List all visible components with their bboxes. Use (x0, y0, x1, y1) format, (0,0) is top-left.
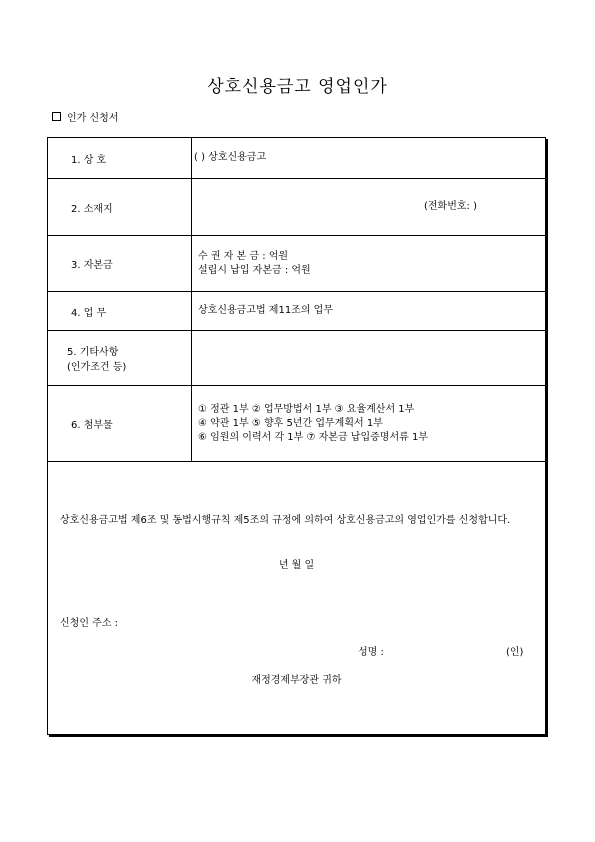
phone-number-text: (전화번호: ) (424, 201, 477, 212)
checkbox-square-icon (52, 112, 61, 121)
value-location (424, 179, 545, 235)
attachment-line-3: ⑥ 임원의 이력서 각 1부 ⑦ 자본금 납입증명서류 1부 (198, 431, 428, 443)
subtitle (52, 109, 118, 124)
row-name (48, 138, 545, 179)
row-business (48, 292, 545, 331)
label-attachments: 6. 첨부물 (48, 386, 192, 461)
attachment-line-1: ① 정관 1부 ② 업무방법서 1부 ③ 요율계산서 1부 (198, 403, 415, 415)
row-other (48, 331, 545, 386)
label-other-line2: (인가조건 등) (67, 362, 127, 373)
row-location (48, 179, 545, 236)
business-text: 상호신용금고법 제11조의 업무 (198, 305, 334, 316)
label-name: 1. 상 호 (48, 138, 192, 178)
date-line: 년 월 일 (278, 560, 315, 571)
label-business: 4. 업 무 (48, 292, 192, 330)
label-other (48, 331, 192, 385)
value-name (194, 138, 545, 178)
value-business (198, 292, 545, 330)
value-other (198, 331, 545, 385)
attachment-line-2: ④ 약관 1부 ⑤ 향후 5년간 업무계획서 1부 (198, 417, 383, 429)
label-other-line1: 5. 기타사항 (67, 347, 119, 358)
label-location: 2. 소재지 (48, 179, 192, 235)
capital-authorized: 수 권 자 본 금 : 억원 (198, 250, 289, 262)
capital-paid-in: 설립시 납입 자본금 : 억원 (198, 264, 311, 276)
value-capital (198, 236, 545, 291)
signature-name: 성명 : (358, 647, 384, 658)
seal-mark: (인) (506, 647, 524, 658)
application-form (47, 137, 546, 735)
page-title: 상호신용금고 영업인가 (207, 77, 388, 97)
addressee: 재정경제부장관 귀하 (251, 675, 342, 686)
declaration-text: 상호신용금고법 제6조 및 동법시행규칙 제5조의 규정에 의하여 상호신용금고의 영업인가를 신청합니다. (60, 515, 511, 526)
row-capital (48, 236, 545, 292)
subtitle-text: 인가 신청서 (67, 113, 119, 124)
applicant-address: 신청인 주소 : (60, 618, 119, 629)
row-attachments (48, 386, 545, 462)
label-capital: 3. 자본금 (48, 236, 192, 291)
value-attachments (198, 386, 545, 461)
value-name-text: ( ) 상호신용금고 (194, 152, 267, 163)
